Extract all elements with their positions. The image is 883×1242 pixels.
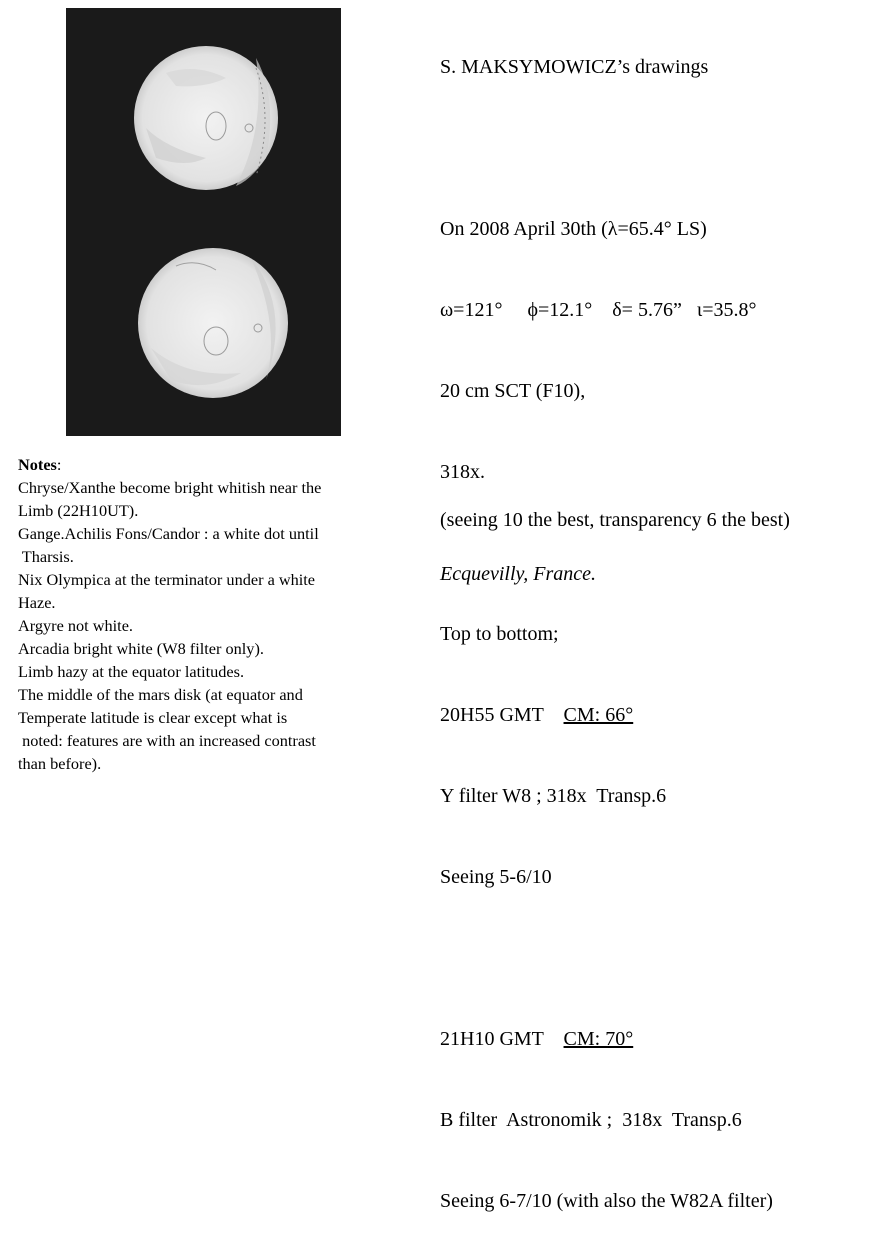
telescope-line: 20 cm SCT (F10), (440, 380, 586, 402)
magnification-line: 318x. (440, 461, 485, 483)
second-filter-line: B filter Astronomik ; 318x Transp.6 (440, 1109, 742, 1131)
second-seeing-line: Seeing 6-7/10 (with also the W82A filter) (440, 1190, 773, 1212)
first-cm: CM: 66° (563, 704, 634, 726)
note-line: Chryse/Xanthe become bright whitish near the (18, 478, 322, 497)
note-line: The middle of the mars disk (at equator and (18, 685, 303, 704)
params-line: ω=121° ϕ=12.1° δ= 5.76” ι=35.8° (440, 299, 757, 321)
note-line: noted: features are with an increased contrast (18, 731, 316, 750)
note-line: Haze. (18, 593, 56, 612)
note-line: Limb hazy at the equator latitudes. (18, 662, 245, 681)
second-time-line: 21H10 GMT CM: 70° (440, 1028, 634, 1050)
first-filter-line: Y filter W8 ; 318x Transp.6 (440, 785, 667, 807)
note-line: Gange.Achilis Fons/Candor : a white dot until (18, 524, 319, 543)
date-line: On 2008 April 30th (λ=65.4° LS) (440, 218, 707, 240)
first-time-line: 20H55 GMT CM: 66° (440, 704, 634, 726)
note-line: Limb (22H10UT). (18, 501, 139, 520)
observation-info (440, 0, 773, 1242)
note-line: Arcadia bright white (W8 filter only). (18, 639, 264, 658)
first-seeing-line: Seeing 5-6/10 (440, 866, 552, 888)
location: Ecquevilly, France. (440, 563, 597, 585)
drawings-title: S. MAKSYMOWICZ’s drawings (440, 56, 709, 78)
second-cm: CM: 70° (563, 1028, 634, 1050)
note-line: than before). (18, 754, 102, 773)
mars-disk-top (134, 46, 278, 190)
notes-section (18, 453, 408, 775)
notes-heading: Notes (18, 455, 57, 474)
mars-drawings-panel (66, 8, 341, 436)
note-line: Nix Olympica at the terminator under a white (18, 570, 316, 589)
scale-note: (seeing 10 the best, transparency 6 the best) (440, 509, 790, 531)
notes-heading-line: Notes: (18, 455, 62, 474)
order-intro: Top to bottom; (440, 623, 559, 645)
note-line: Temperate latitude is clear except what is (18, 708, 288, 727)
note-line: Argyre not white. (18, 616, 134, 635)
mars-drawings (66, 8, 341, 436)
note-line: Tharsis. (18, 547, 74, 566)
mars-disk-bottom (138, 248, 288, 398)
